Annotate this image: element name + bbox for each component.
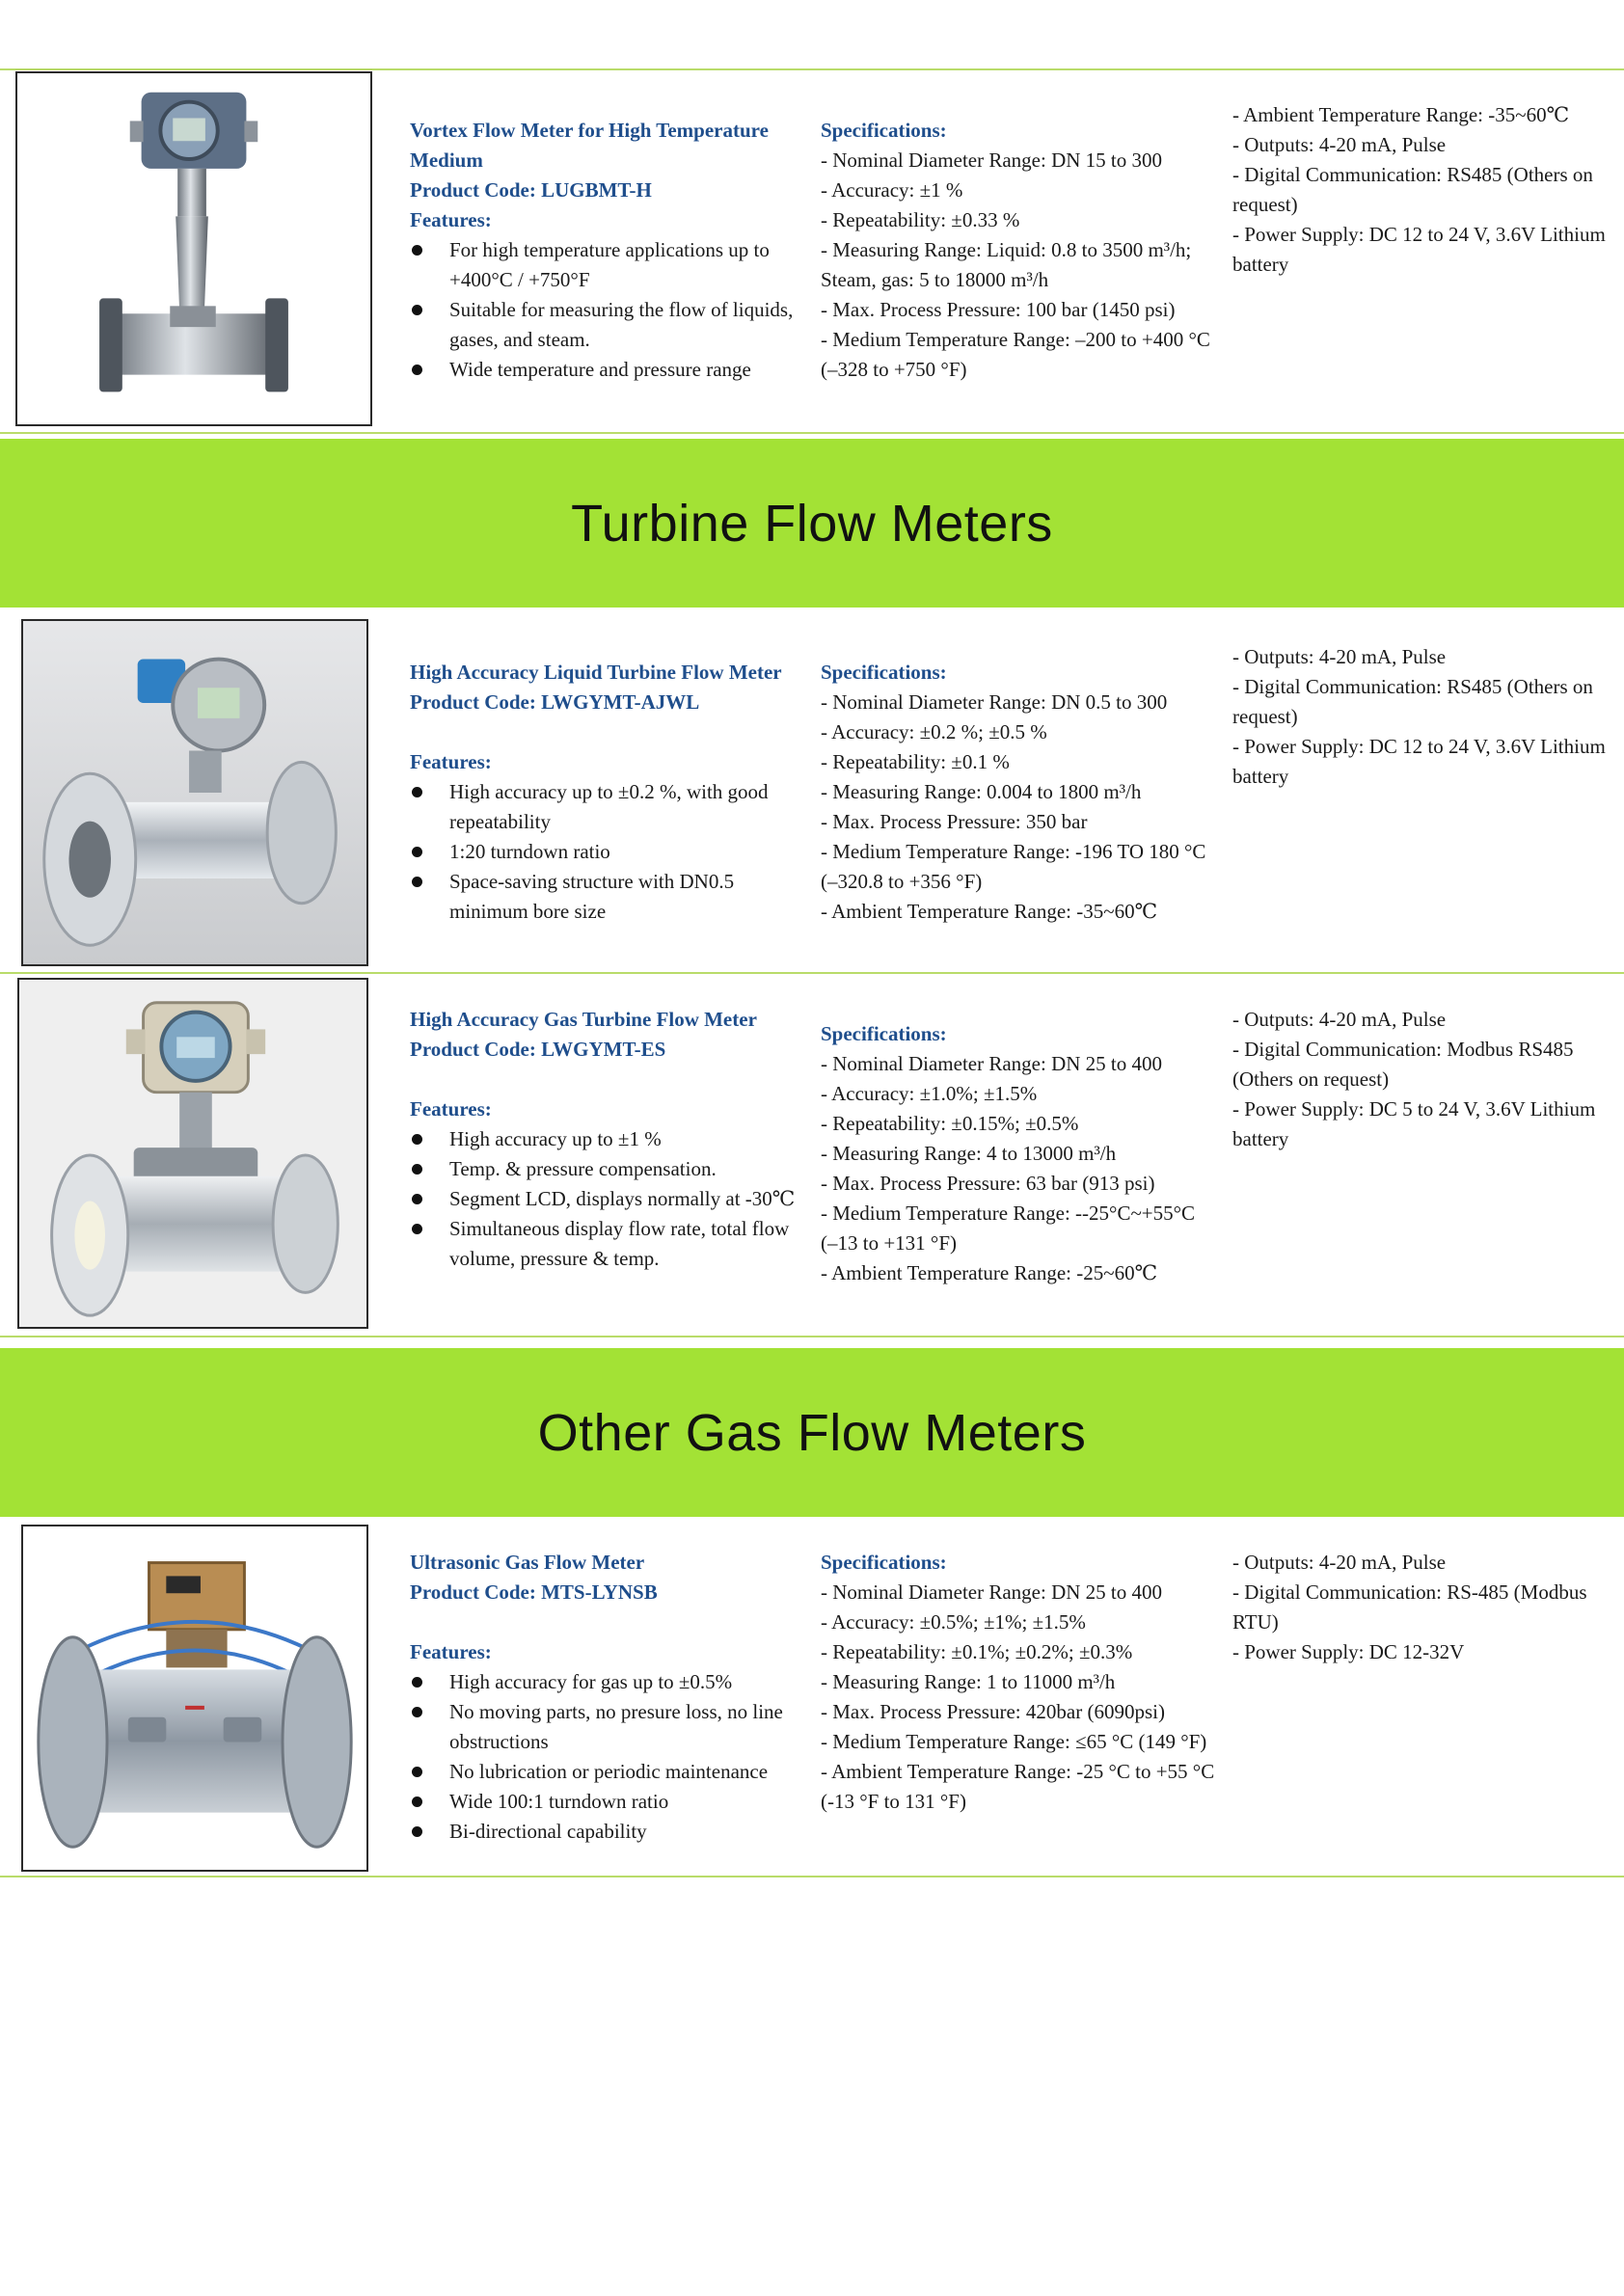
- spec-line: - Measuring Range: 4 to 13000 m³/h: [821, 1142, 1117, 1165]
- divider-line: [0, 68, 1624, 70]
- spec-line: - Digital Communication: Modbus RS485 (Others on request): [1232, 1038, 1574, 1091]
- spec-line: - Max. Process Pressure: 420bar (6090psi): [821, 1700, 1165, 1723]
- spec-line: - Ambient Temperature Range: -25 °C to +55 °C (-13 °F to 131 °F): [821, 1760, 1215, 1813]
- list-item: Wide temperature and pressure range: [410, 355, 805, 385]
- spec-line: - Medium Temperature Range: --25°C~+55°C (–13 to +131 °F): [821, 1202, 1196, 1255]
- spec-line: - Power Supply: DC 12 to 24 V, 3.6V Lithium battery: [1232, 735, 1606, 788]
- list-item: High accuracy up to ±0.2 %, with good repeatability: [410, 777, 805, 837]
- features-label: Features:: [410, 208, 492, 231]
- divider-line: [0, 1876, 1624, 1877]
- spec-line: - Digital Communication: RS485 (Others on request): [1232, 675, 1593, 728]
- specifications-label: Specifications:: [821, 119, 947, 142]
- list-item: 1:20 turndown ratio: [410, 837, 805, 867]
- divider-line: [0, 972, 1624, 974]
- product-specifications: [821, 1548, 1216, 1817]
- list-item: No lubrication or periodic maintenance: [410, 1757, 805, 1787]
- product-features: [410, 1548, 805, 1847]
- spec-line: - Repeatability: ±0.1%; ±0.2%; ±0.3%: [821, 1640, 1133, 1663]
- section-title: Turbine Flow Meters: [571, 494, 1053, 553]
- liquid-turbine-flow-meter-image: [21, 619, 368, 966]
- spec-line: - Nominal Diameter Range: DN 15 to 300: [821, 149, 1163, 172]
- product-code: Product Code: LWGYMT-AJWL: [410, 690, 700, 714]
- list-item: High accuracy up to ±1 %: [410, 1124, 805, 1154]
- features-list: [410, 235, 805, 385]
- product-features: [410, 116, 805, 385]
- spec-line: - Power Supply: DC 12-32V: [1232, 1640, 1465, 1663]
- spec-line: - Outputs: 4-20 mA, Pulse: [1232, 133, 1447, 156]
- spec-line: - Measuring Range: 0.004 to 1800 m³/h: [821, 780, 1142, 803]
- spec-line: - Max. Process Pressure: 63 bar (913 psi): [821, 1172, 1155, 1195]
- features-label: Features:: [410, 750, 492, 773]
- spec-line: - Repeatability: ±0.1 %: [821, 750, 1010, 773]
- list-item: Simultaneous display flow rate, total flow volume, pressure & temp.: [410, 1214, 805, 1274]
- spec-line: - Repeatability: ±0.33 %: [821, 208, 1020, 231]
- product-specifications: [821, 116, 1216, 385]
- product-specifications: [821, 658, 1216, 927]
- product-extra-specs: [1232, 642, 1618, 792]
- specifications-label: Specifications:: [821, 1022, 947, 1045]
- list-item: Segment LCD, displays normally at -30℃: [410, 1184, 805, 1214]
- product-code: Product Code: LUGBMT-H: [410, 178, 652, 202]
- spec-line: - Accuracy: ±1.0%; ±1.5%: [821, 1082, 1038, 1105]
- spec-line: - Measuring Range: Liquid: 0.8 to 3500 m³/h; Steam, gas: 5 to 18000 m³/h: [821, 238, 1192, 291]
- spec-line: - Power Supply: DC 12 to 24 V, 3.6V Lithium battery: [1232, 223, 1606, 276]
- list-item: Bi-directional capability: [410, 1817, 805, 1847]
- ultrasonic-gas-flow-meter-image: [21, 1525, 368, 1872]
- spec-line: - Ambient Temperature Range: -35~60℃: [821, 900, 1158, 923]
- divider-line: [0, 1336, 1624, 1337]
- turbine-flow-meters-banner: [0, 439, 1624, 608]
- spec-line: - Outputs: 4-20 mA, Pulse: [1232, 1551, 1447, 1574]
- spec-line: - Medium Temperature Range: –200 to +400 °C (–328 to +750 °F): [821, 328, 1210, 381]
- spec-line: - Medium Temperature Range: ≤65 °C (149 °F): [821, 1730, 1207, 1753]
- vortex-flow-meter-image: [15, 71, 372, 426]
- product-title: High Accuracy Gas Turbine Flow Meter: [410, 1008, 757, 1031]
- spec-line: - Digital Communication: RS485 (Others on request): [1232, 163, 1593, 216]
- features-label: Features:: [410, 1097, 492, 1121]
- list-item: Wide 100:1 turndown ratio: [410, 1787, 805, 1817]
- product-features: [410, 658, 805, 927]
- features-list: [410, 1667, 805, 1847]
- product-specifications: [821, 1019, 1216, 1288]
- spec-line: - Repeatability: ±0.15%; ±0.5%: [821, 1112, 1079, 1135]
- spec-line: - Outputs: 4-20 mA, Pulse: [1232, 645, 1447, 668]
- product-extra-specs: [1232, 100, 1618, 280]
- spec-line: - Nominal Diameter Range: DN 25 to 400: [821, 1052, 1163, 1075]
- spec-line: - Measuring Range: 1 to 11000 m³/h: [821, 1670, 1116, 1693]
- product-features: [410, 1005, 805, 1274]
- spec-line: - Max. Process Pressure: 100 bar (1450 psi): [821, 298, 1176, 321]
- list-item: For high temperature applications up to +400°C / +750°F: [410, 235, 805, 295]
- other-gas-flow-meters-banner: [0, 1348, 1624, 1517]
- product-code: Product Code: MTS-LYNSB: [410, 1580, 658, 1604]
- spec-line: - Nominal Diameter Range: DN 0.5 to 300: [821, 690, 1168, 714]
- product-title: Ultrasonic Gas Flow Meter: [410, 1551, 645, 1574]
- spec-line: - Accuracy: ±0.2 %; ±0.5 %: [821, 720, 1047, 743]
- spec-line: - Accuracy: ±1 %: [821, 178, 963, 202]
- list-item: Suitable for measuring the flow of liquids, gases, and steam.: [410, 295, 805, 355]
- features-label: Features:: [410, 1640, 492, 1663]
- spec-line: - Outputs: 4-20 mA, Pulse: [1232, 1008, 1447, 1031]
- spec-line: - Accuracy: ±0.5%; ±1%; ±1.5%: [821, 1610, 1086, 1634]
- list-item: Space-saving structure with DN0.5 minimum bore size: [410, 867, 805, 927]
- product-title: High Accuracy Liquid Turbine Flow Meter: [410, 661, 782, 684]
- list-item: Temp. & pressure compensation.: [410, 1154, 805, 1184]
- features-list: [410, 1124, 805, 1274]
- gas-turbine-flow-meter-image: [17, 978, 368, 1329]
- list-item: High accuracy for gas up to ±0.5%: [410, 1667, 805, 1697]
- product-title: Vortex Flow Meter for High Temperature Medium: [410, 119, 769, 172]
- spec-line: - Nominal Diameter Range: DN 25 to 400: [821, 1580, 1163, 1604]
- product-extra-specs: [1232, 1548, 1618, 1667]
- divider-line: [0, 432, 1624, 434]
- list-item: No moving parts, no presure loss, no line obstructions: [410, 1697, 805, 1757]
- spec-line: - Ambient Temperature Range: -35~60℃: [1232, 103, 1570, 126]
- specifications-label: Specifications:: [821, 1551, 947, 1574]
- features-list: [410, 777, 805, 927]
- section-title: Other Gas Flow Meters: [537, 1403, 1087, 1462]
- spec-line: - Medium Temperature Range: -196 TO 180 °C (–320.8 to +356 °F): [821, 840, 1206, 893]
- specifications-label: Specifications:: [821, 661, 947, 684]
- spec-line: - Digital Communication: RS-485 (Modbus RTU): [1232, 1580, 1587, 1634]
- product-code: Product Code: LWGYMT-ES: [410, 1038, 666, 1061]
- spec-line: - Ambient Temperature Range: -25~60℃: [821, 1261, 1158, 1284]
- spec-line: - Power Supply: DC 5 to 24 V, 3.6V Lithium battery: [1232, 1097, 1596, 1150]
- spec-line: - Max. Process Pressure: 350 bar: [821, 810, 1088, 833]
- product-extra-specs: [1232, 1005, 1618, 1154]
